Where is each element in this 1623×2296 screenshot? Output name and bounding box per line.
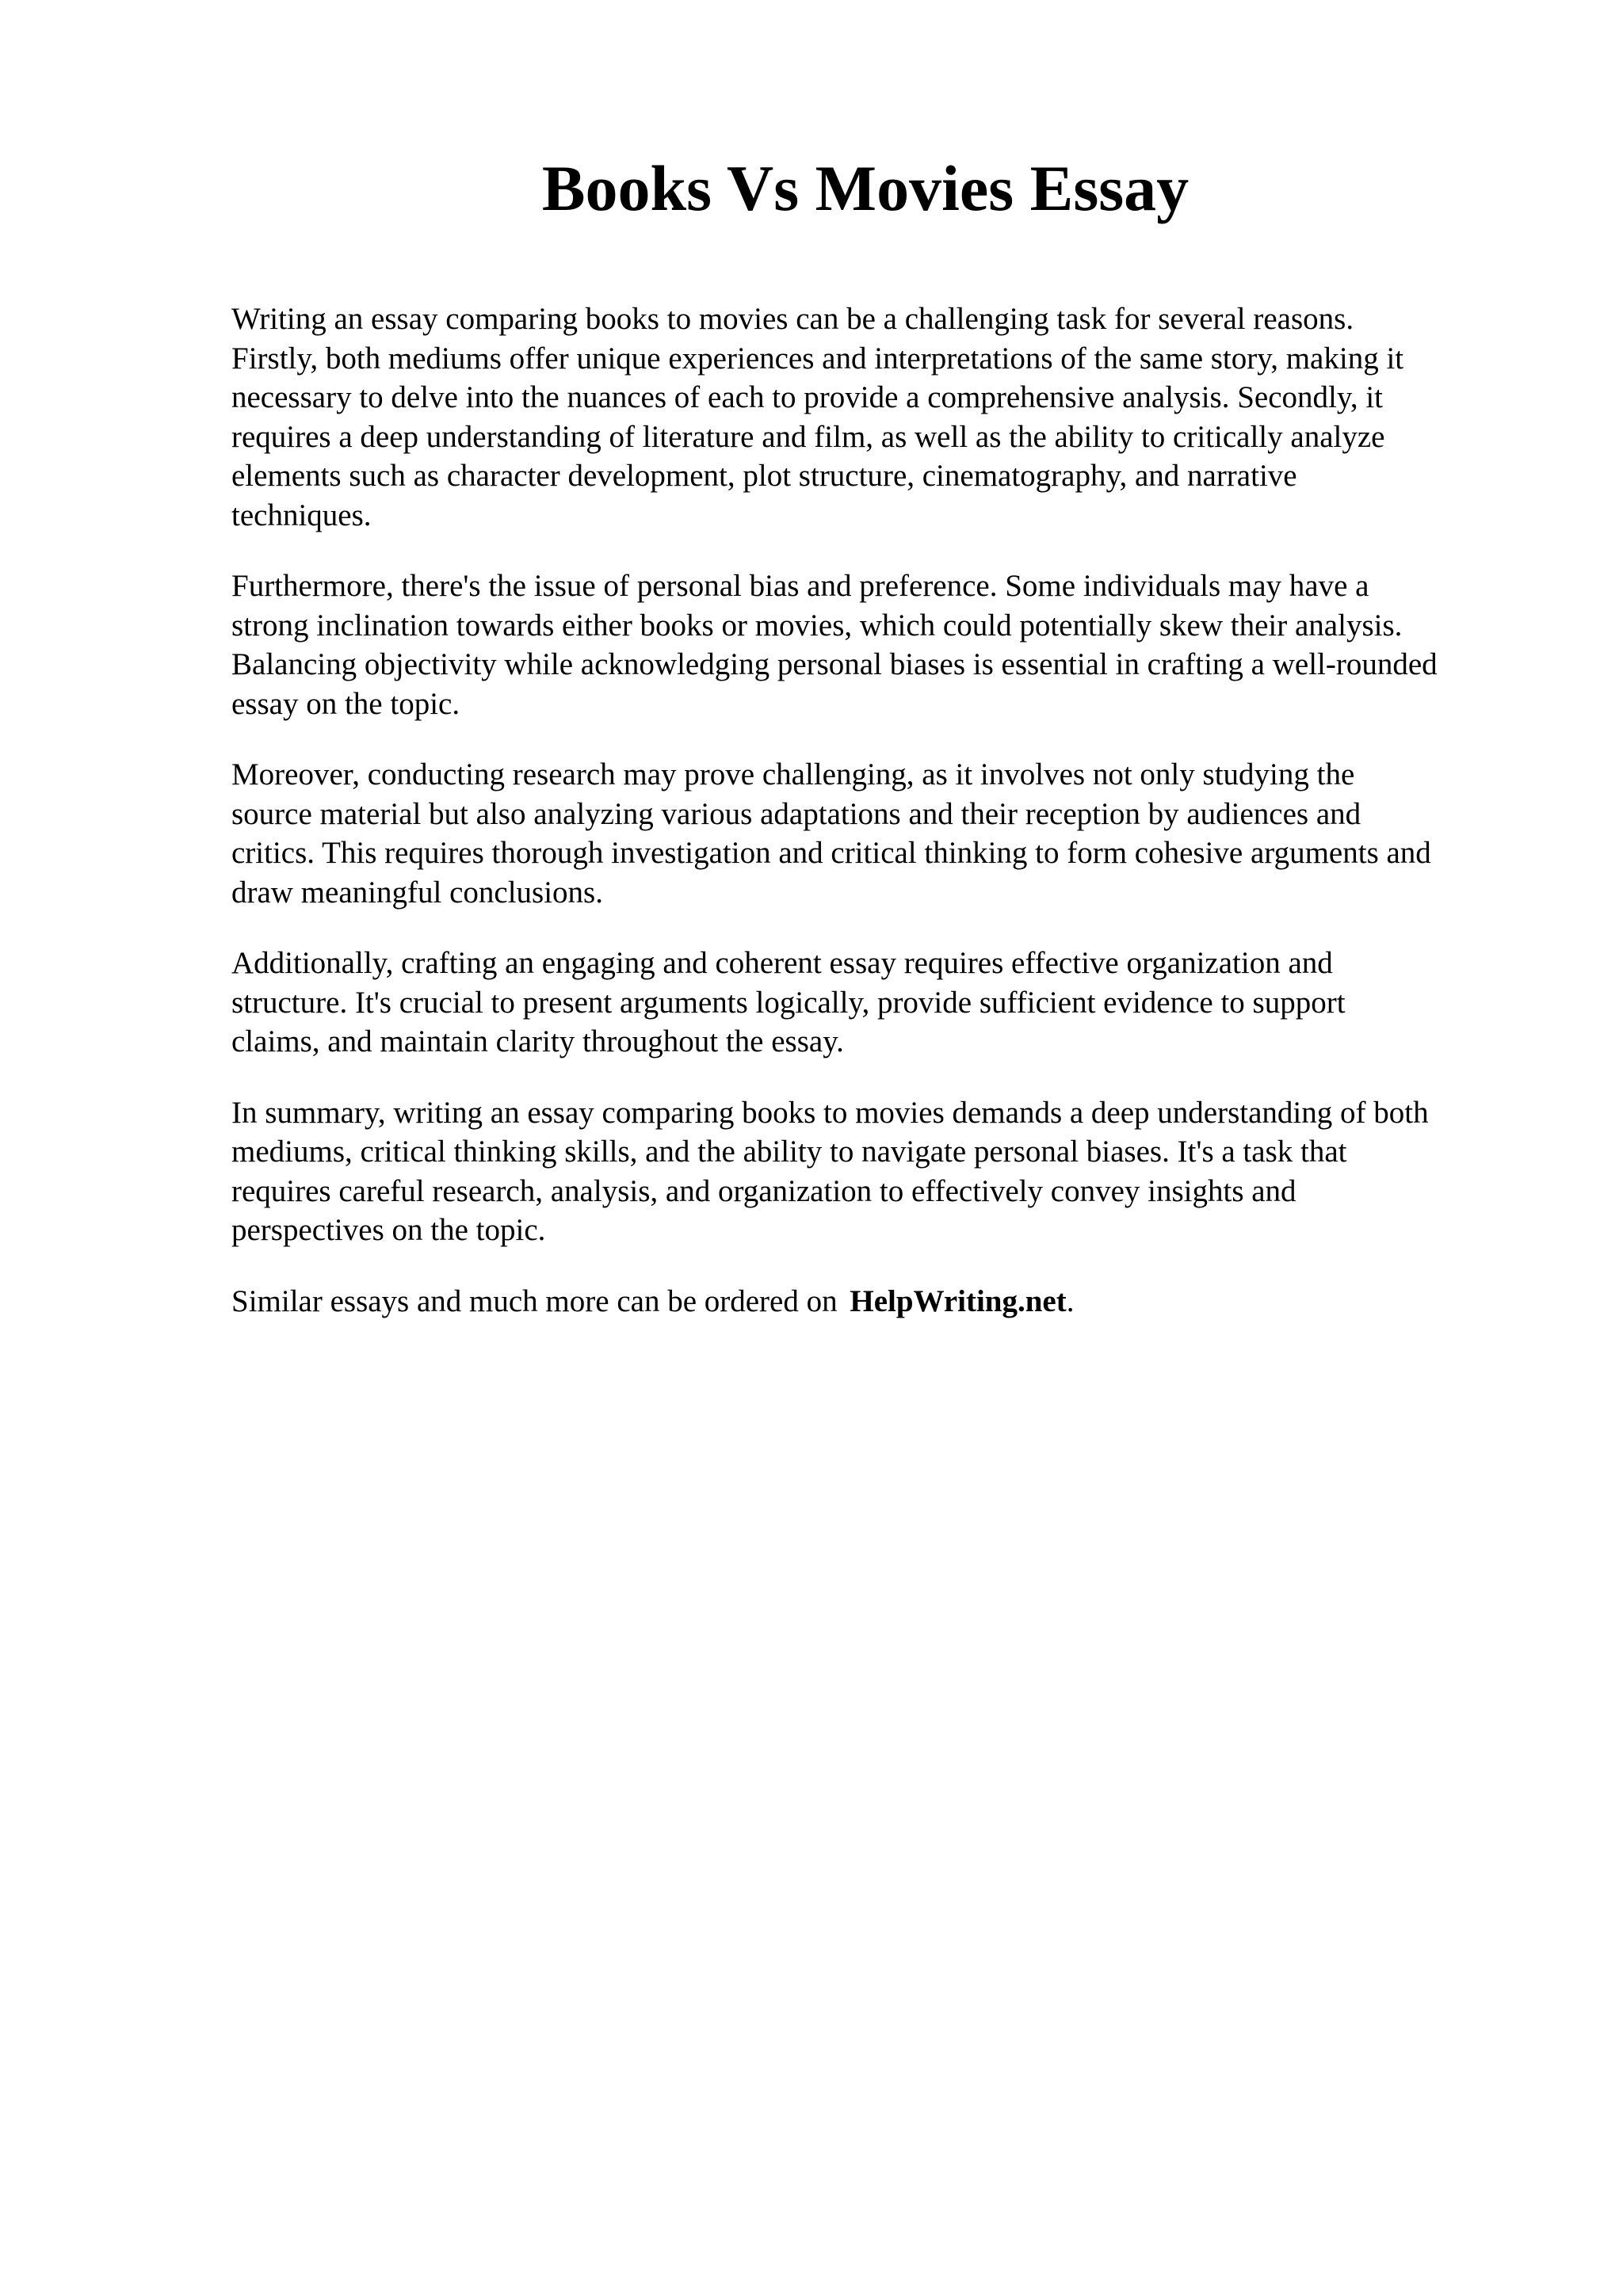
closing-period: . xyxy=(1066,1283,1075,1318)
text-line: Writing an essay comparing books to movies can be a challenging task for several reasons. xyxy=(231,302,1354,336)
paragraph-4 xyxy=(231,944,1531,1062)
text-line: mediums, critical thinking skills, and the ability to navigate personal biases. It's a task that xyxy=(231,1135,1347,1169)
closing-text: Similar essays and much more can be ordered on xyxy=(231,1283,838,1318)
text-line: Additionally, crafting an engaging and coherent essay requires effective organization and xyxy=(231,946,1333,980)
text-line: essay on the topic. xyxy=(231,686,460,721)
paragraph-1 xyxy=(231,299,1531,535)
paragraph-5 xyxy=(231,1093,1531,1250)
text-line: Moreover, conducting research may prove challenging, as it involves not only studying the xyxy=(231,757,1355,791)
text-line: draw meaningful conclusions. xyxy=(231,875,603,910)
text-line: claims, and maintain clarity throughout the essay. xyxy=(231,1024,844,1058)
text-line: elements such as character development, plot structure, cinematography, and narrative xyxy=(231,459,1297,493)
text-line: In summary, writing an essay comparing books to movies demands a deep understanding of both xyxy=(231,1095,1429,1130)
text-line: Balancing objectivity while acknowledging personal biases is essential in crafting a well-rounded xyxy=(231,647,1438,681)
helpwriting-link[interactable]: HelpWriting.net xyxy=(850,1283,1067,1318)
essay-body xyxy=(231,299,1531,1352)
text-line: Firstly, both mediums offer unique experiences and interpretations of the same story, making it xyxy=(231,341,1404,376)
text-line: source material but also analyzing various adaptations and their reception by audiences and xyxy=(231,796,1361,831)
text-line: requires a deep understanding of literature and film, as well as the ability to critically analyze xyxy=(231,419,1385,454)
paragraph-2 xyxy=(231,566,1531,723)
text-line: critics. This requires thorough investigation and critical thinking to form cohesive arguments and xyxy=(231,836,1431,870)
page-title: Books Vs Movies Essay xyxy=(541,152,1190,224)
text-line: structure. It's crucial to present arguments logically, provide sufficient evidence to support xyxy=(231,985,1346,1020)
text-line: perspectives on the topic. xyxy=(231,1213,546,1247)
paragraph-3 xyxy=(231,755,1531,912)
text-line: techniques. xyxy=(231,498,372,532)
closing-paragraph xyxy=(231,1282,1531,1322)
text-line: necessary to delve into the nuances of each to provide a comprehensive analysis. Secondly, it xyxy=(231,380,1383,414)
text-line: requires careful research, analysis, and organization to effectively convey insights and xyxy=(231,1173,1296,1208)
text-line: strong inclination towards either books or movies, which could potentially skew their analysis. xyxy=(231,608,1403,643)
text-line: Furthermore, there's the issue of personal bias and preference. Some individuals may have a xyxy=(231,569,1369,603)
